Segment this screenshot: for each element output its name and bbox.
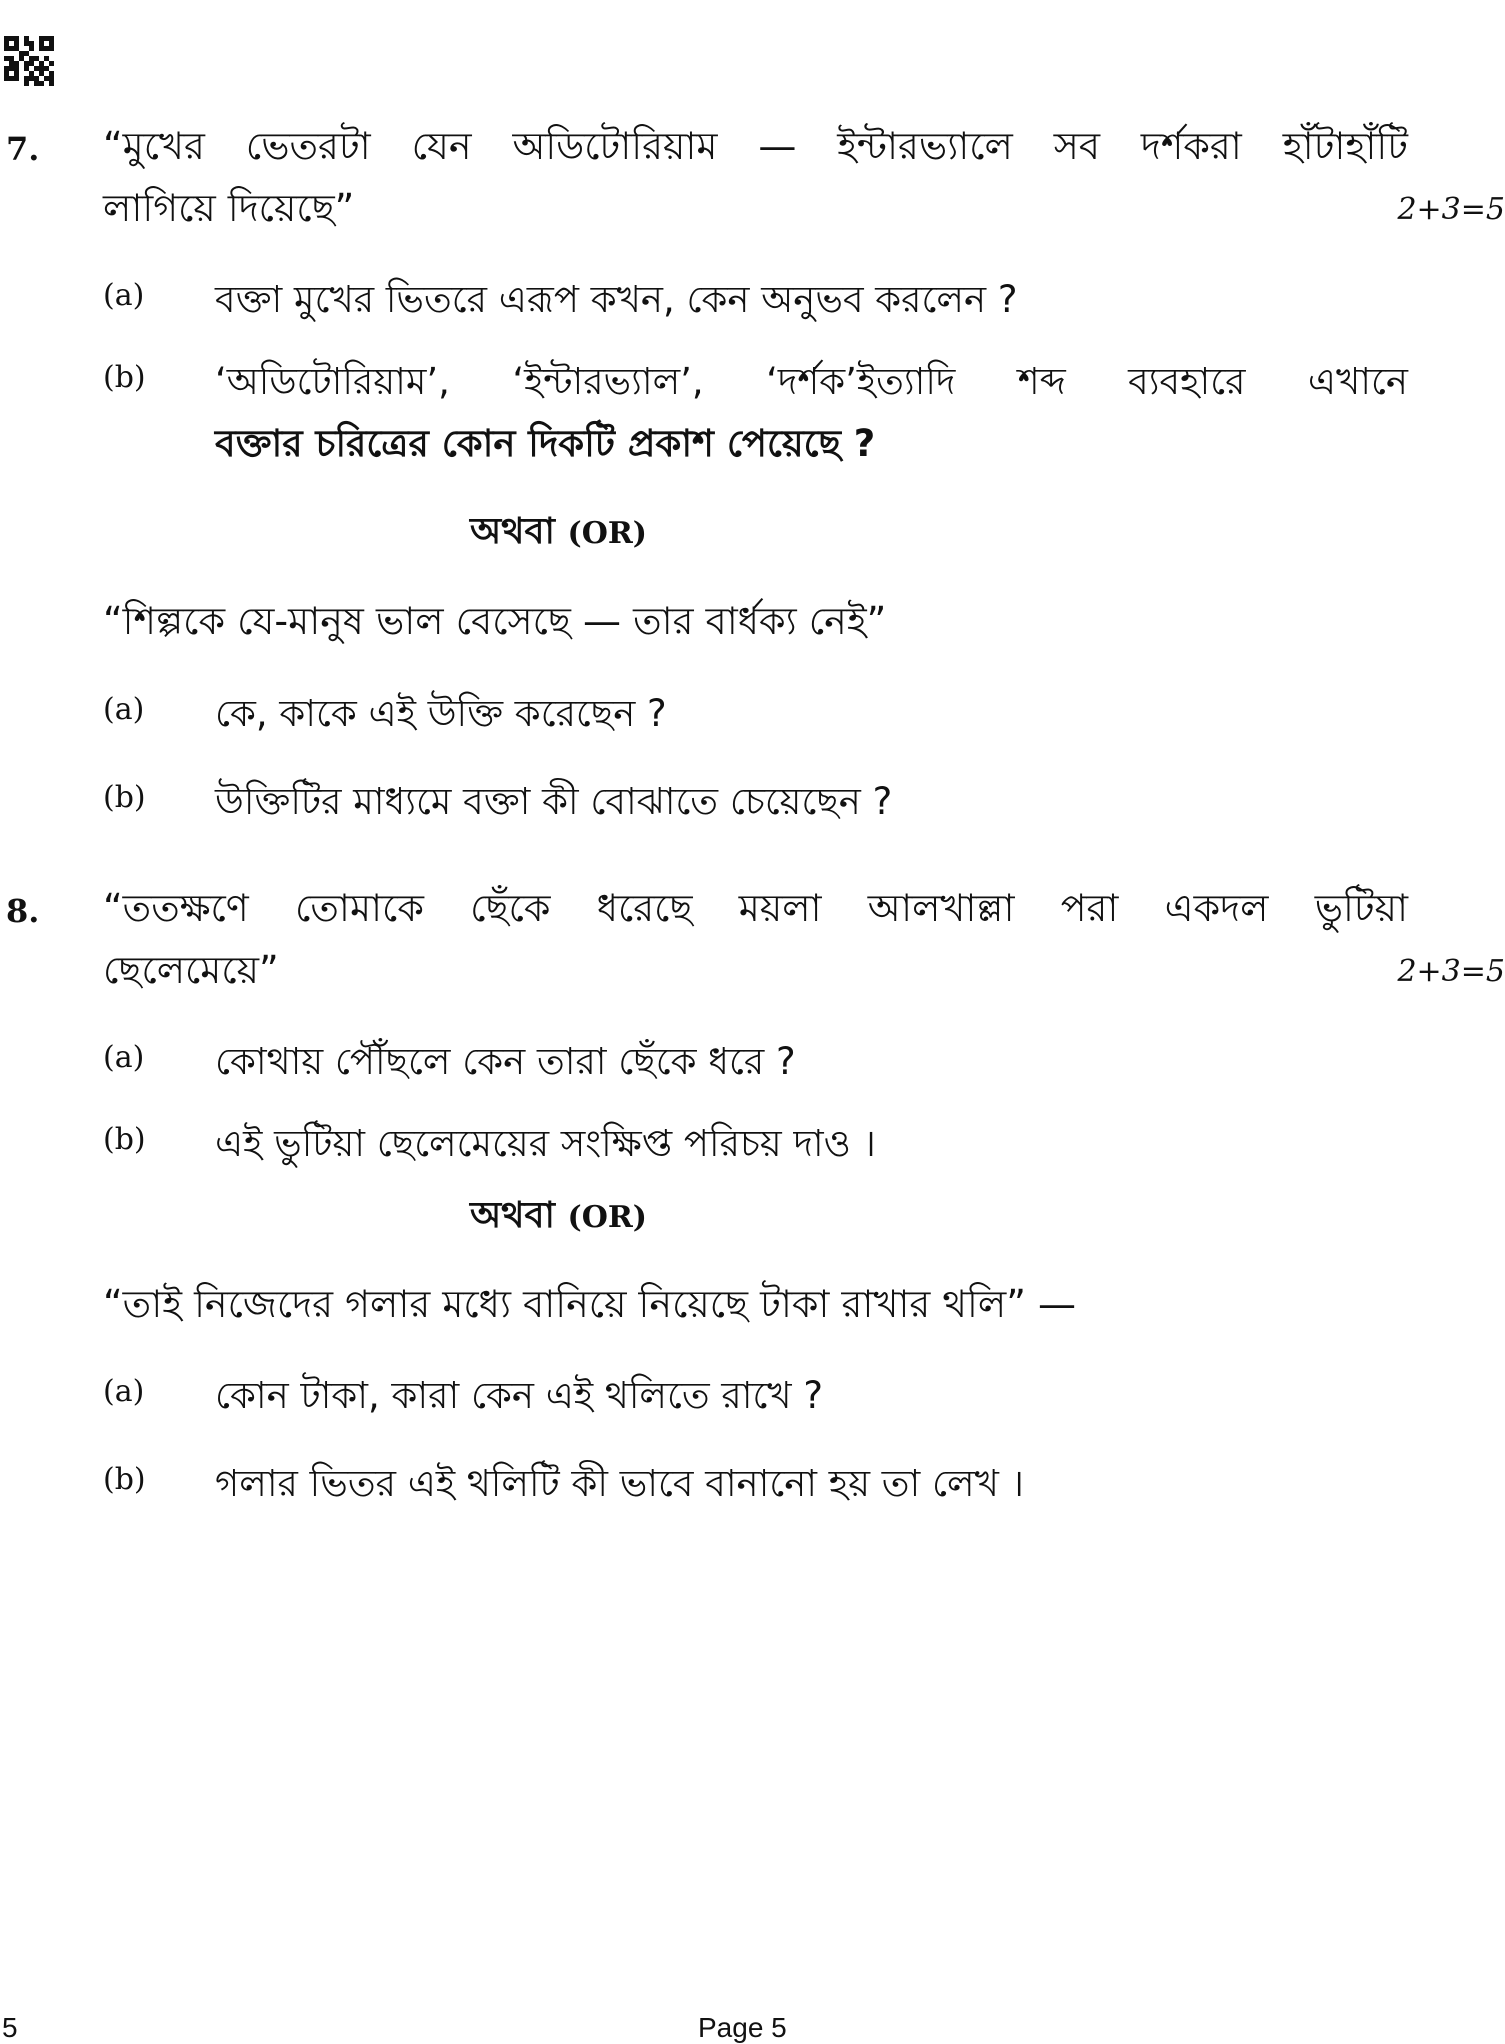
question-quote: “ততক্ষণে তোমাকে ছেঁকে ধরেছে ময়লা আলখাল্লা পরা একদল ভুটিয়া [103, 886, 1408, 930]
part-text-cont: বক্তার চরিত্রের কোন দিকটি প্রকাশ পেয়েছে ? [215, 422, 876, 465]
part-text: ‘অডিটোরিয়াম’, ‘ইন্টারভ্যাল’, ‘দর্শক’ইত্যাদি শব্দ ব্যবহারে এখানে [215, 360, 1408, 403]
part-label: (b) [103, 360, 146, 395]
part-label: (a) [103, 1040, 145, 1075]
part-text: এই ভুটিয়া ছেলেমেয়ের সংক্ষিপ্ত পরিচয় দাও । [215, 1122, 876, 1165]
part-text: গলার ভিতর এই থলিটি কী ভাবে বানানো হয় তা লেখ । [215, 1462, 1024, 1505]
part-text: কোথায় পৌঁছলে কেন তারা ছেঁকে ধরে ? [215, 1040, 796, 1083]
marks: 2+3=5 [1397, 954, 1505, 989]
or-divider [470, 504, 647, 564]
part-label: (b) [103, 1122, 146, 1157]
alternative-quote: “তাই নিজেদের গলার মধ্যে বানিয়ে নিয়েছে টাকা রাখার থলি” — [103, 1282, 1076, 1326]
or-label-en: (OR) [567, 516, 647, 551]
question-quote-cont: ছেলেমেয়ে” [103, 948, 279, 992]
page-number: Page 5 [698, 2012, 787, 2043]
marks: 2+3=5 [1397, 192, 1505, 227]
part-label: (b) [103, 780, 146, 815]
part-label: (a) [103, 278, 145, 313]
question-quote-cont: লাগিয়ে দিয়েছে” [103, 186, 355, 230]
part-text: উক্তিটির মাধ্যমে বক্তা কী বোঝাতে চেয়েছেন ? [215, 780, 893, 823]
page-code: 5 [2, 2012, 18, 2043]
or-divider [470, 1188, 647, 1248]
part-text: কোন টাকা, কারা কেন এই থলিতে রাখে ? [215, 1374, 824, 1417]
or-label: অথবা [470, 1195, 555, 1236]
part-label: (b) [103, 1462, 146, 1497]
part-label: (a) [103, 692, 145, 727]
question-quote: “মুখের ভেতরটা যেন অডিটোরিয়াম — ইন্টারভ্যালে সব দর্শকরা হাঁটাহাঁটি [103, 124, 1408, 168]
part-text: বক্তা মুখের ভিতরে এরূপ কখন, কেন অনুভব করলেন ? [215, 278, 1018, 321]
or-label-en: (OR) [567, 1200, 647, 1235]
question-number: 7. [6, 130, 40, 168]
alternative-quote: “শিল্পকে যে-মানুষ ভাল বেসেছে — তার বার্ধক্য নেই” [103, 599, 887, 643]
question-number: 8. [6, 892, 40, 930]
qr-code-icon [4, 36, 54, 86]
part-label: (a) [103, 1374, 145, 1409]
part-text: কে, কাকে এই উক্তি করেছেন ? [215, 692, 667, 735]
or-label: অথবা [470, 511, 555, 552]
